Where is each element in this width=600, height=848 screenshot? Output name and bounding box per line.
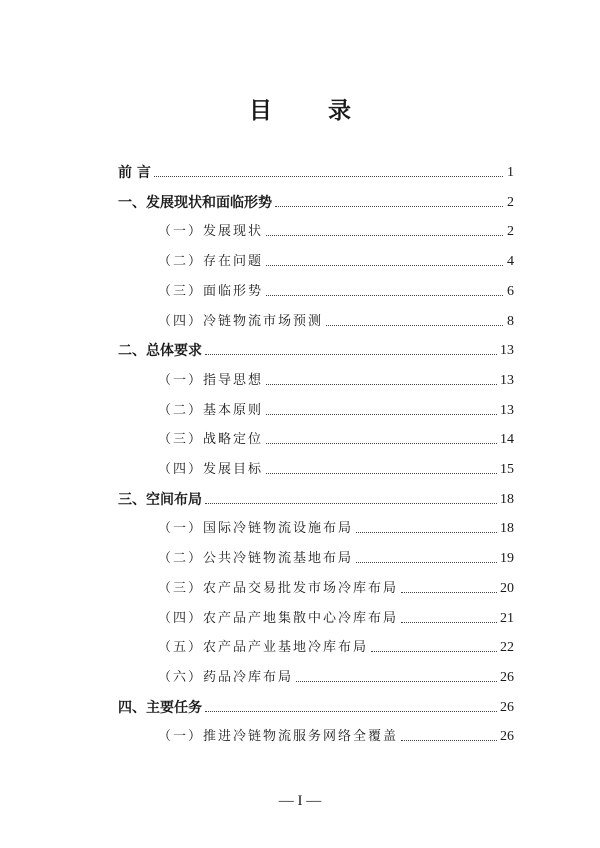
toc-entry-page: 22 xyxy=(500,640,514,656)
toc-entry-label: （三）农产品交易批发市场冷库布局 xyxy=(158,580,399,596)
toc-entry[interactable] xyxy=(0,279,514,301)
toc-entry[interactable] xyxy=(0,546,514,568)
toc-entry[interactable] xyxy=(0,427,514,449)
toc-entry-page: 19 xyxy=(500,551,514,567)
toc-entry-label: 前 言 xyxy=(118,165,151,181)
toc-entry[interactable] xyxy=(0,160,514,182)
toc-entry-label: （一）发展现状 xyxy=(158,224,264,240)
dot-leader xyxy=(205,503,497,504)
toc-entry-page: 18 xyxy=(500,491,514,507)
dot-leader xyxy=(266,384,497,385)
toc-entry-page: 13 xyxy=(500,402,514,418)
toc-entry-label: （二）基本原则 xyxy=(158,402,264,418)
toc-entry-label: 一、发展现状和面临形势 xyxy=(118,194,272,211)
toc-entry-page: 26 xyxy=(500,669,514,685)
dot-leader xyxy=(266,265,503,266)
toc-entry[interactable] xyxy=(0,368,514,390)
dot-leader xyxy=(356,562,497,563)
toc-entry-label: 三、空间布局 xyxy=(118,491,202,508)
toc-entry-page: 8 xyxy=(507,313,514,329)
toc-entry[interactable] xyxy=(0,724,514,746)
dot-leader xyxy=(266,414,497,415)
toc-entry-label: （一）指导思想 xyxy=(158,372,264,388)
toc-entry[interactable] xyxy=(0,338,514,360)
dot-leader xyxy=(266,473,497,474)
toc-entry-label: （六）药品冷库布局 xyxy=(158,669,294,685)
toc-entry[interactable] xyxy=(0,516,514,538)
toc-entry[interactable] xyxy=(0,665,514,687)
dot-leader xyxy=(205,354,497,355)
toc-entry-label: （二）公共冷链物流基地布局 xyxy=(158,551,354,567)
toc-entry-label: 二、总体要求 xyxy=(118,343,202,360)
dot-leader xyxy=(371,651,497,652)
toc-entry[interactable] xyxy=(0,398,514,420)
toc-entry[interactable] xyxy=(0,219,514,241)
toc-entry-page: 2 xyxy=(507,194,514,210)
toc-entry-page: 26 xyxy=(500,729,514,745)
dot-leader xyxy=(266,235,503,236)
toc-entry[interactable] xyxy=(0,695,514,717)
toc-entry-page: 13 xyxy=(500,372,514,388)
toc-entry-label: （五）农产品产业基地冷库布局 xyxy=(158,640,369,656)
toc-entry-label: （一）国际冷链物流设施布局 xyxy=(158,521,354,537)
toc-entry-label: 四、主要任务 xyxy=(118,699,202,716)
toc-entry-label: （一）推进冷链物流服务网络全覆盖 xyxy=(158,729,399,745)
toc-title: 目 录 xyxy=(248,98,375,124)
toc-entry[interactable] xyxy=(0,249,514,271)
toc-entry-page: 13 xyxy=(500,343,514,359)
dot-leader xyxy=(401,740,497,741)
toc-entry-page: 14 xyxy=(500,432,514,448)
dot-leader xyxy=(326,325,503,326)
toc-entry-label: （三）面临形势 xyxy=(158,283,264,299)
toc-entry-page: 20 xyxy=(500,580,514,596)
dot-leader xyxy=(401,622,497,623)
toc-entry-page: 18 xyxy=(500,521,514,537)
dot-leader xyxy=(205,711,497,712)
dot-leader xyxy=(401,592,497,593)
toc-entry-label: （四）发展目标 xyxy=(158,462,264,477)
toc-entry[interactable] xyxy=(0,487,514,509)
toc-entry-page: 6 xyxy=(507,283,514,299)
dot-leader xyxy=(266,295,503,296)
toc-entry-label: （四）农产品产地集散中心冷库布局 xyxy=(158,610,399,626)
toc-entry-page: 15 xyxy=(500,462,514,477)
toc-entry-page: 21 xyxy=(500,610,514,626)
dot-leader xyxy=(356,532,497,533)
toc-entry-page: 1 xyxy=(507,165,514,180)
toc-entry[interactable] xyxy=(0,190,514,212)
dot-leader xyxy=(296,681,497,682)
toc-entry-label: （四）冷链物流市场预测 xyxy=(158,313,324,329)
dot-leader xyxy=(154,176,503,177)
toc-entry-label: （三）战略定位 xyxy=(158,432,264,448)
toc-entry[interactable] xyxy=(0,635,514,657)
dot-leader xyxy=(266,443,497,444)
dot-leader xyxy=(275,206,503,207)
toc-entry[interactable] xyxy=(0,309,514,331)
toc-entry-page: 4 xyxy=(507,254,514,270)
toc-entry[interactable] xyxy=(0,606,514,628)
toc-entry-page: 26 xyxy=(500,699,514,715)
toc-entry-label: （二）存在问题 xyxy=(158,254,264,270)
toc-entry-page: 2 xyxy=(507,224,514,240)
toc-entry[interactable] xyxy=(0,457,514,479)
page-number-footer: — I — xyxy=(278,793,322,809)
toc-entry[interactable] xyxy=(0,576,514,598)
